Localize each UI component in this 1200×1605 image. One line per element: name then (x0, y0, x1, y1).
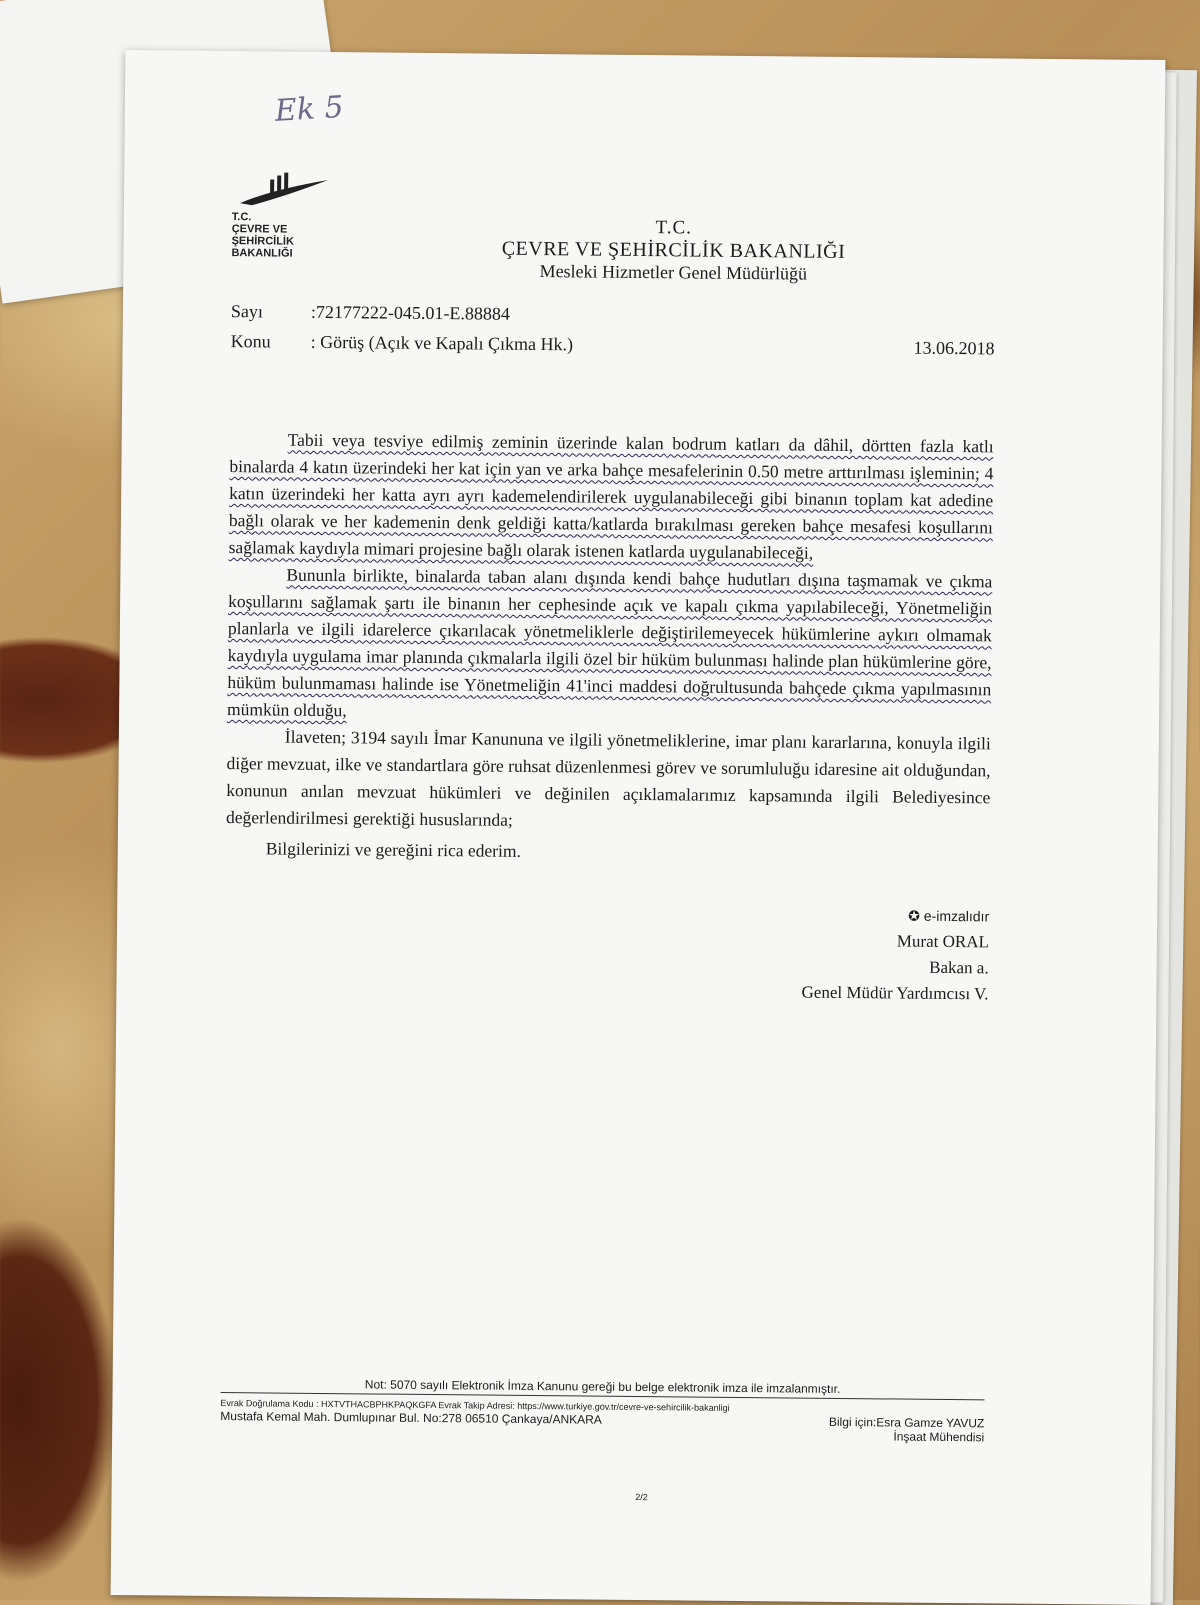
logo-line-tc: T.C. (231, 211, 252, 224)
footer-esign-note: Not: 5070 sayılı Elektronik İmza Kanunu gereği bu belge elektronik imza ile imzalanmıştır. (221, 1376, 985, 1400)
signatory-name: Murat ORAL (896, 931, 990, 952)
konu-label: Konu (230, 331, 271, 352)
sayi-row (231, 296, 574, 329)
body-closing: Bilgilerinizi ve gereğini rica ederim. (265, 838, 521, 861)
document-meta (231, 296, 574, 359)
e-signature-badge (802, 902, 989, 930)
ministry-emblem-icon (232, 169, 332, 210)
document-header (123, 212, 1164, 288)
header-ministry: ÇEVRE VE ŞEHİRCİLİK BAKANLIĞI (501, 237, 846, 263)
footer-contact (829, 1415, 985, 1444)
header-tc: T.C. (655, 217, 693, 239)
konu-value: : Görüş (Açık ve Kapalı Çıkma Hk.) (310, 331, 574, 355)
footer-address: Mustafa Kemal Mah. Dumlupınar Bul. No:278 06510 Çankaya/ANKARA (220, 1409, 602, 1427)
body-paragraph-1: Tabii veya tesviye edilmiş zeminin üzerinde kalan bodrum katları da dâhil, dörtten fazla katlı binalarda 4 katın üzerindeki her kat için yan ve arka bahçe mesafelerinin 0.50 metre arttırılması işleminin; 4 katın üzerindeki her katta ayrı ayrı kademelendirilerek uygulanabileceği gibi binanın toplam kat adedine bağlı olarak ve her kademenin denk geldiği katta/katlarda bırakılması gereken bahçe mesafesi koşullarını sağlamak kaydıyla mimari projesine bağlı olarak istenen katlarda uygulanabileceği, (228, 429, 994, 563)
header-department: Mesleki Hizmetler Genel Müdürlüğü (539, 261, 808, 284)
signature-block (801, 902, 989, 1008)
logo-line-bakanlik: BAKANLIĞI (231, 247, 293, 260)
handwritten-note: Ek 5 (273, 89, 345, 129)
logo-line-ministry: ÇEVRE VE ŞEHİRCİLİK (231, 223, 295, 248)
sayi-value: :72177222-045.01-E.88884 (310, 301, 511, 324)
document-footer (220, 1397, 985, 1445)
document-body (226, 426, 994, 869)
body-paragraph-3: İlaveten; 3194 sayılı İmar Kanununa ve ilgili yönetmeliklerine, imar planı kararlarına, konuyla ilgili diğer mevzuat, ilke ve standartlara göre ruhsat düzenlenmesi görev ve sorumluluğu idaresine ait olduğundan, konunun anılan mevzuat hükümleri ve değinilen açıklamalarımız kapsamında ilgili Belediyesince değerlendirilmesi gerektiği hususlarında; (225, 726, 991, 830)
sayi-label: Sayı (230, 301, 264, 322)
footer-contact-title: İnşaat Mühendisi (893, 1429, 985, 1445)
footer-verification: Evrak Doğrulama Kodu : HXTVTHACBPHKPAQKGFA Evrak Takip Adresi: https://www.turkiye.gov.tr/cevre-ve-sehircilik-bakanligi (220, 1398, 730, 1413)
konu-row (231, 326, 574, 359)
signatory-capacity: Bakan a. (929, 957, 989, 978)
e-signature-label: e-imzalıdır (923, 907, 990, 925)
signatory-title: Genel Müdür Yardımcısı V. (801, 982, 989, 1004)
page-number: 2/2 (635, 1492, 648, 1503)
footer-contact-person: Bilgi için:Esra Gamze YAVUZ (828, 1414, 985, 1431)
body-paragraph-2: Bununla birlikte, binalarda taban alanı dışında kendi bahçe hudutları dışına taşmamak ve çıkma koşullarını sağlamak şartı ile binanın her cephesinde açık ve kapalı çıkma yapılabileceği, Yönetmeliğin planlarla ve ilgili idarelerce çıkarılacak yönetmeliklerle değiştirilemeyecek hükümlerine aykırı olmamak kaydıyla uygulama imar planında çıkmalarla ilgili özel bir hüküm bulunması halinde plan hükümlerine göre, hüküm bulunmaması halinde ise Yönetmeliğin 41'inci maddesi doğrultusunda bahçede çıkma yapılmasının mümkün olduğu, (227, 564, 993, 721)
document-date: 13.06.2018 (913, 337, 995, 359)
document-page (111, 50, 1166, 1605)
seal-icon: ✪ (908, 907, 924, 924)
